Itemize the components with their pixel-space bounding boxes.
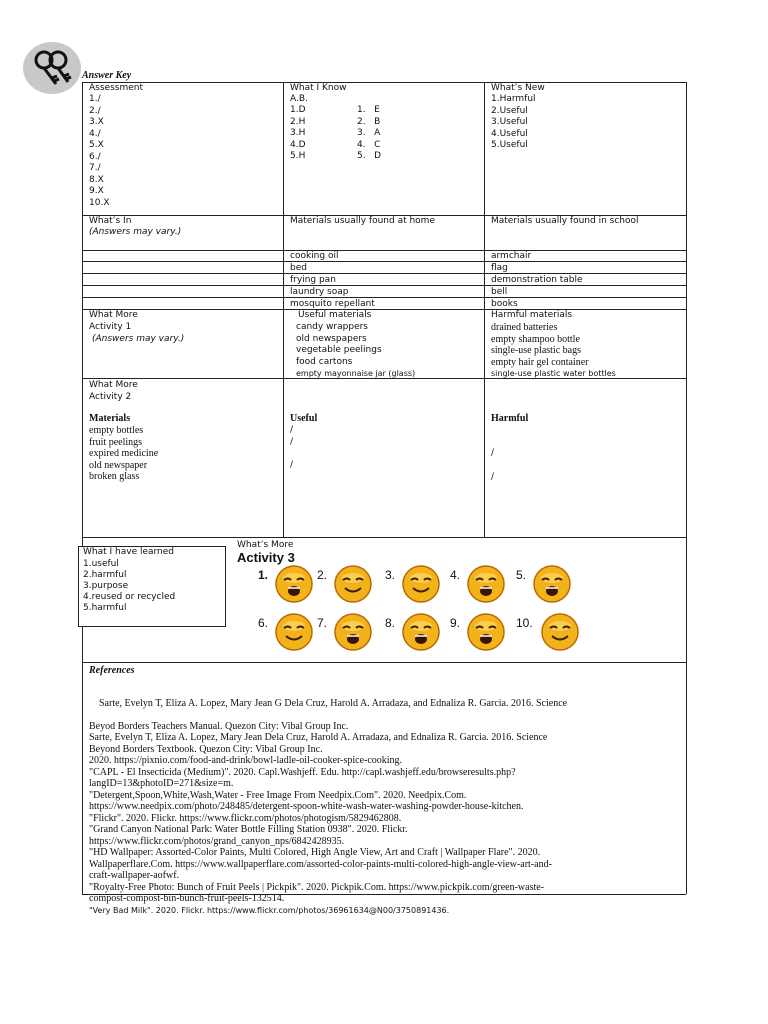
table-border-right	[686, 82, 687, 894]
harmful-materials-list	[491, 322, 616, 380]
list-item: 1./	[89, 94, 101, 104]
list-item: 5.X	[89, 140, 104, 150]
list-item: food cartons	[296, 356, 353, 367]
learned-box	[78, 546, 226, 627]
list-item: drained batteries	[491, 322, 558, 333]
list-item: 2.H	[290, 116, 306, 127]
happy-face-icon	[540, 612, 580, 652]
face-number-8: 8.	[385, 616, 396, 630]
reference-line: Beyod Borders Teachers Manual. Quezon City: Vibal Group Inc.	[89, 720, 349, 732]
reference-line: 2020. https://pixnio.com/food-and-drink/bowl-ladle-oil-cooker-spice-cooking.	[89, 755, 403, 766]
home-item: laundry soap	[290, 287, 349, 297]
reference-line: "Grand Canyon National Park: Water Bottle Filling Station 0938". 2020. Flickr.	[89, 824, 408, 835]
harmful-materials-header: Harmful materials	[491, 310, 573, 320]
list-item: 8.X	[89, 174, 104, 185]
table-border-left	[82, 82, 83, 894]
home-item: cooking oil	[290, 251, 339, 261]
useful-header: Useful	[290, 413, 318, 424]
list-item: 3.H	[290, 128, 306, 138]
list-item: 1. E	[357, 105, 380, 115]
school-item: demonstration table	[491, 275, 583, 285]
reference-line: Sarte, Evelyn T, Eliza A. Lopez, Mary Jean G Dela Cruz, Harold A. Arradaza, and Ednaliza R. Garcia. 2016. Science	[99, 697, 568, 709]
activity-2-label: Activity 2	[89, 392, 132, 402]
list-item: 5.Useful	[491, 140, 528, 150]
sad-face-icon	[333, 612, 373, 652]
happy-face-icon	[401, 564, 441, 604]
harmful-mark: /	[491, 448, 495, 458]
list-item: broken glass	[89, 471, 140, 482]
useful-mark: /	[290, 437, 294, 447]
reference-line: https://www.needpix.com/photo/248485/detergent-spoon-white-wash-water-washing-powder-house-kitchen.	[89, 801, 524, 812]
what-more-2-heading: What More	[89, 380, 138, 390]
what-i-know-heading: What I Know	[290, 83, 347, 93]
list-item: 3.purpose	[83, 581, 129, 591]
list-item: 1.D	[290, 105, 306, 115]
whats-new-list	[491, 94, 536, 152]
home-item: mosquito repellant	[290, 299, 375, 309]
page-title: Answer Key	[82, 70, 132, 81]
sad-face-icon	[401, 612, 441, 652]
what-i-know-col-a	[290, 105, 306, 163]
whats-new-heading: What’s New	[491, 83, 545, 93]
list-item: 4.reused or recycled	[83, 592, 176, 602]
list-item: empty bottles	[89, 425, 144, 436]
whats-in-note: (Answers may vary.)	[89, 227, 182, 237]
useful-mark: /	[290, 460, 294, 470]
references-heading: References	[89, 665, 135, 676]
list-item: 4.Useful	[491, 128, 528, 139]
reference-line: langID=13&photoID=271&size=m.	[89, 778, 234, 789]
home-item: bed	[290, 263, 307, 273]
list-item: empty mayonnaise jar (glass)	[296, 369, 416, 378]
what-i-know-col-b	[357, 105, 381, 163]
list-item: 5.harmful	[83, 603, 127, 613]
face-number-6: 6.	[258, 616, 269, 630]
list-item: 3.Useful	[491, 117, 528, 127]
list-item: old newspaper	[89, 459, 148, 471]
references-list	[89, 686, 683, 916]
list-item: 6./	[89, 151, 101, 162]
reference-line: "Very Bad Milk". 2020. Flickr. https://www.flickr.com/photos/36961634@N00/3750891436.	[89, 905, 450, 915]
list-item: empty hair gel container	[491, 356, 589, 368]
school-item: flag	[491, 263, 508, 273]
school-item: bell	[491, 287, 508, 297]
list-item: 3.X	[89, 117, 104, 127]
school-item: armchair	[491, 251, 532, 261]
list-item: 10.X	[89, 197, 110, 208]
keys-logo	[22, 40, 82, 96]
reference-line: compost-compost-bin-bunch-fruit-peels-132514.	[89, 893, 285, 904]
face-number-3: 3.	[385, 568, 396, 582]
whats-in-heading: What’s In	[89, 216, 132, 226]
reference-line: "HD Wallpaper: Assorted-Color Paints, Multi Colored, High Angle View, Art and Craft | Wallpaper Flare". 2020.	[89, 847, 541, 858]
face-number-5: 5.	[516, 568, 527, 582]
harmful-mark: /	[491, 472, 495, 482]
list-item: 4.D	[290, 139, 306, 150]
list-item: expired medicine	[89, 448, 159, 459]
happy-face-icon	[333, 564, 373, 604]
keys-icon	[22, 40, 82, 96]
happy-face-icon	[274, 612, 314, 652]
assessment-heading: Assessment	[89, 83, 143, 93]
list-item: 2./	[89, 105, 101, 116]
reference-line: "Flickr". 2020. Flickr. https://www.flickr.com/photos/photogism/5829462808.	[89, 812, 402, 824]
face-number-4: 4.	[450, 568, 461, 582]
list-item: 9.X	[89, 186, 104, 196]
whats-more-3-heading: What’s More	[237, 540, 294, 550]
assessment-list	[89, 94, 109, 209]
useful-materials-list	[296, 322, 415, 380]
list-item: empty shampoo bottle	[491, 333, 580, 345]
face-number-9: 9.	[450, 616, 461, 630]
list-item: 1.Harmful	[491, 94, 536, 104]
reference-line: "Detergent,Spoon,White,Wash,Water - Free Image From Needpix.Com". 2020. Needpix.Com.	[89, 789, 467, 801]
sad-face-icon	[466, 564, 506, 604]
list-item: old newspapers	[296, 333, 367, 344]
materials-list	[89, 425, 158, 483]
list-item: 4. C	[357, 139, 381, 150]
home-item: frying pan	[290, 275, 336, 285]
list-item: 3. A	[357, 128, 381, 138]
reference-line: Sarte, Evelyn T, Eliza A. Lopez, Mary Jean Dela Cruz, Harold A. Arradaza, and Ednaliza R. Garcia. 2016. Science	[89, 732, 548, 743]
list-item: fruit peelings	[89, 436, 143, 448]
reference-line: "Royalty-Free Photo: Bunch of Fruit Peels | Pickpik". 2020. Pickpik.Com. https://www.pickpik.com/green-waste-	[89, 881, 545, 893]
face-number-7: 7.	[317, 616, 328, 630]
face-number-2: 2.	[317, 568, 328, 582]
sad-face-icon	[532, 564, 572, 604]
reference-line: Wallpaperflare.Com. https://www.wallpaperflare.com/assorted-color-paints-multi-colored-high-angle-view-art-and-	[89, 858, 552, 870]
sad-face-icon	[466, 612, 506, 652]
list-item: 2. B	[357, 116, 381, 127]
list-item: 5. D	[357, 151, 382, 161]
school-item: books	[491, 299, 518, 309]
activity-1-label: Activity 1	[89, 322, 132, 332]
learned-header: What I have learned	[83, 547, 175, 557]
reference-line: https://www.flickr.com/photos/grand_canyon_nps/6842428935.	[89, 835, 345, 847]
what-more-heading: What More	[89, 310, 138, 320]
list-item: 5.H	[290, 151, 306, 161]
reference-line: craft-wallpaper-aofwf.	[89, 870, 180, 881]
list-item: 4./	[89, 128, 101, 139]
list-item: 7./	[89, 163, 101, 173]
school-header: Materials usually found in school	[491, 216, 639, 226]
face-number-10: 10.	[516, 616, 533, 630]
list-item: 1.useful	[83, 559, 119, 569]
harmful-header: Harmful	[491, 413, 529, 424]
list-item: single-use plastic water bottles	[491, 369, 616, 378]
list-item: single-use plastic bags	[491, 345, 581, 356]
sad-face-icon	[274, 564, 314, 604]
reference-line: Beyond Borders Textbook. Quezon City: Vibal Group Inc.	[89, 743, 323, 755]
list-item: 2.harmful	[83, 570, 127, 580]
reference-line: "CAPL - El Insecticida (Medium)". 2020. Capl.Washjeff. Edu. http://capl.washjeff.edu/browseresults.php?	[89, 766, 516, 778]
table-border-top	[82, 82, 686, 83]
useful-materials-header: Useful materials	[298, 310, 372, 320]
face-number-1: 1.	[258, 568, 269, 582]
useful-mark: /	[290, 425, 294, 435]
activity-1-note: (Answers may vary.)	[92, 334, 185, 344]
materials-header: Materials	[89, 413, 131, 424]
home-header: Materials usually found at home	[290, 216, 435, 226]
list-item: vegetable peelings	[296, 345, 382, 355]
activity-3-title: Activity 3	[237, 550, 295, 565]
list-item: candy wrappers	[296, 322, 368, 332]
what-i-know-sub: A.B.	[290, 94, 308, 104]
list-item: 2.Useful	[491, 105, 528, 116]
